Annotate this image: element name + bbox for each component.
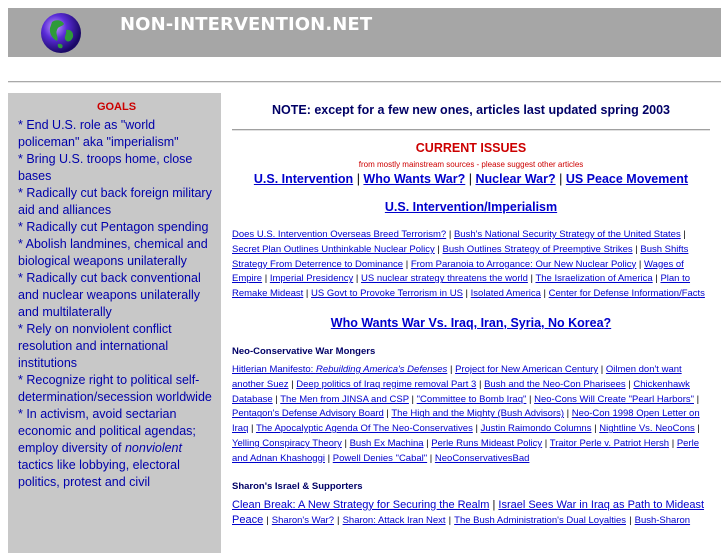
article-link[interactable]: Perle and Adnan Khashoggi (232, 437, 699, 464)
article-link[interactable]: The Bush Administration's Dual Loyalties (454, 514, 627, 526)
article-link[interactable]: Sharon's War? (271, 514, 334, 526)
israel-links: Clean Break: A New Strategy for Securing the Realm | Israel Sees War in Iraq as Path to Mideast Peace | Sharon's War? | Sharon: Attack Iran Next | The Bush Administration's Dual Loyalties | Bush-Sharon (232, 498, 705, 526)
article-link[interactable]: Isolated America (470, 288, 541, 300)
goal-item-activism: * In activism, avoid sectarian economic and political agendas; employ diversity of nonviolent tactics like lobbying, electoral politics, protest and civil (18, 407, 196, 489)
article-link[interactable]: The Apocalyptic Agenda Of The Neo-Conservatives (255, 423, 473, 435)
goals-sidebar (8, 93, 221, 553)
article-link[interactable]: Deep politics of Iraq regime removal Part 3 (296, 378, 477, 390)
article-link[interactable]: Traitor Perle v. Patriot Hersh (549, 437, 670, 449)
article-link[interactable]: Project for New American Century (455, 363, 599, 375)
article-link[interactable]: Pentagon's Defense Advisory Board (232, 408, 384, 420)
article-link[interactable]: Does U.S. Intervention Overseas Breed Terrorism? (232, 229, 447, 240)
article-link[interactable]: Bush Ex Machina (349, 437, 424, 449)
section-title-war (232, 316, 710, 330)
nav-peace-movement[interactable]: US Peace Movement (565, 172, 689, 186)
article-link[interactable]: Imperial Presidency (269, 273, 354, 285)
article-link[interactable]: "Committee to Bomb Iraq" (416, 393, 527, 405)
section-title-intervention (232, 200, 710, 214)
article-link[interactable]: US Govt to Provoke Terrorism in US (311, 288, 463, 300)
article-link[interactable]: Nightline Vs. NeoCons (599, 423, 695, 435)
article-link[interactable]: Hitlerian Manifesto: Rebuilding America's Defenses (232, 363, 448, 375)
goal-item: * Radically cut back foreign military aid and alliances (18, 186, 212, 217)
goal-item: * Bring U.S. troops home, close bases (18, 152, 193, 183)
article-link[interactable]: Oilmen don't want another Suez (232, 363, 682, 390)
subsection-neocons: Neo-Conservative War Mongers (232, 345, 376, 357)
goal-item: * End U.S. role as "world policeman" aka "imperialism" (18, 118, 179, 149)
site-title: NON-INTERVENTION.NET (120, 14, 373, 35)
intervention-links: Does U.S. Intervention Overseas Breed Terrorism? | Bush's National Security Strategy of the United States | Secret Plan Outlines Unthinkable Nuclear Policy | Bush Outlines Strategy of Preemptive Strikes | Bush Shifts Strategy From Deterrence to Dominance | From Paranoia to Arrogance: Our New Nuclear Policy | Wages of Empire | Imperial Presidency | US nuclear strategy threatens the world | The Israelization of America | Plan to Remake Mideast | US Govt to Provoke Terrorism in US | Isolated America | Center for Defense Information/Facts (232, 229, 705, 300)
globe-icon[interactable] (40, 12, 82, 54)
article-link[interactable]: Bush's National Security Strategy of the United States (453, 229, 681, 240)
neocon-links: Hitlerian Manifesto: Rebuilding America's Defenses | Project for New American Century | Oilmen don't want another Suez | Deep politics of Iraq regime removal Part 3 | Bush and the Neo-Con Pharisees | Chickenhawk Database | The Men from JINSA and CSP | "Committee to Bomb Iraq" | Neo-Cons Will Create "Pearl Harbors" | Pentagon's Defense Advisory Board | The High and the Mighty (Bush Advisors) | Neo-Con 1998 Open Letter on Iraq | The Apocalyptic Agenda Of The Neo-Conservatives | Justin Raimondo Columns | Nightline Vs. NeoCons | Yelling Conspiracy Theory | Bush Ex Machina | Perle Runs Mideast Policy | Traitor Perle v. Patriot Hersh | Perle and Adnan Khashoggi | Powell Denies "Cabal" | NeoConservativesBad (232, 363, 700, 464)
section-link-intervention[interactable]: U.S. Intervention/Imperialism (384, 200, 558, 214)
content-divider (232, 129, 710, 131)
sources-note: from mostly mainstream sources - please suggest other articles (358, 160, 584, 169)
nav-who-wants-war[interactable]: Who Wants War? (363, 172, 466, 186)
goal-item: * Recognize right to political self-determination/secession worldwide (18, 373, 212, 404)
goal-item: * Rely on nonviolent conflict resolution and international institutions (18, 322, 172, 370)
site-header (8, 8, 721, 57)
article-link[interactable]: Yelling Conspiracy Theory (232, 437, 342, 449)
article-link[interactable]: The Men from JINSA and CSP (280, 393, 409, 405)
update-note: NOTE: except for a few new ones, articles last updated spring 2003 (271, 103, 671, 117)
article-link[interactable]: Chickenhawk Database (232, 378, 690, 405)
article-link[interactable]: Neo-Con 1998 Open Letter on Iraq (232, 408, 700, 435)
article-link[interactable]: Perle Runs Mideast Policy (431, 437, 543, 449)
article-link[interactable]: Center for Defense Information/Facts (548, 288, 705, 300)
article-link[interactable]: Israel Sees War in Iraq as Path to Mideast Peace (232, 498, 705, 526)
article-link[interactable]: Sharon: Attack Iran Next (342, 514, 446, 526)
article-link[interactable]: Bush Outlines Strategy of Preemptive Strikes (442, 243, 633, 255)
article-link[interactable]: From Paranoia to Arrogance: Our New Nuclear Policy (410, 258, 637, 270)
article-link[interactable]: Justin Raimondo Columns (480, 423, 592, 435)
article-link[interactable]: Clean Break: A New Strategy for Securing the Realm (232, 498, 490, 511)
header-divider (8, 81, 721, 83)
article-link[interactable]: Neo-Cons Will Create "Pearl Harbors" (534, 393, 694, 405)
subsection-israel: Sharon's Israel & Supporters (232, 480, 363, 492)
article-link[interactable]: Plan to Remake Mideast (232, 273, 691, 300)
nav-nuclear-war[interactable]: Nuclear War? (475, 172, 556, 186)
goal-item: * Radically cut back conventional and nuclear weapons unilaterally and multilaterally (18, 271, 201, 319)
article-link[interactable]: Wages of Empire (232, 258, 684, 285)
article-link[interactable]: The High and the Mighty (Bush Advisors) (391, 408, 565, 420)
goal-item: * Radically cut Pentagon spending (18, 220, 209, 234)
nav-us-intervention[interactable]: U.S. Intervention (253, 172, 354, 186)
article-link[interactable]: The Israelization of America (535, 273, 653, 285)
article-link[interactable]: Bush-Sharon (634, 514, 691, 526)
article-link[interactable]: US nuclear strategy threatens the world (361, 273, 528, 285)
current-issues-title: CURRENT ISSUES (415, 141, 527, 155)
article-link[interactable]: NeoConservativesBad (434, 452, 530, 464)
section-link-war[interactable]: Who Wants War Vs. Iraq, Iran, Syria, No Korea? (330, 315, 612, 330)
topic-nav: U.S. Intervention | Who Wants War? | Nuclear War? | US Peace Movement (253, 172, 689, 186)
article-link[interactable]: Bush Shifts Strategy From Deterrence to Dominance (232, 243, 689, 270)
article-link[interactable]: Bush and the Neo-Con Pharisees (484, 378, 626, 390)
goal-item: * Abolish landmines, chemical and biological weapons unilaterally (18, 237, 208, 268)
goals-title: GOALS (96, 101, 137, 113)
article-link[interactable]: Powell Denies "Cabal" (332, 452, 428, 464)
main-content (232, 93, 710, 528)
article-link[interactable]: Secret Plan Outlines Unthinkable Nuclear Policy (232, 243, 435, 255)
